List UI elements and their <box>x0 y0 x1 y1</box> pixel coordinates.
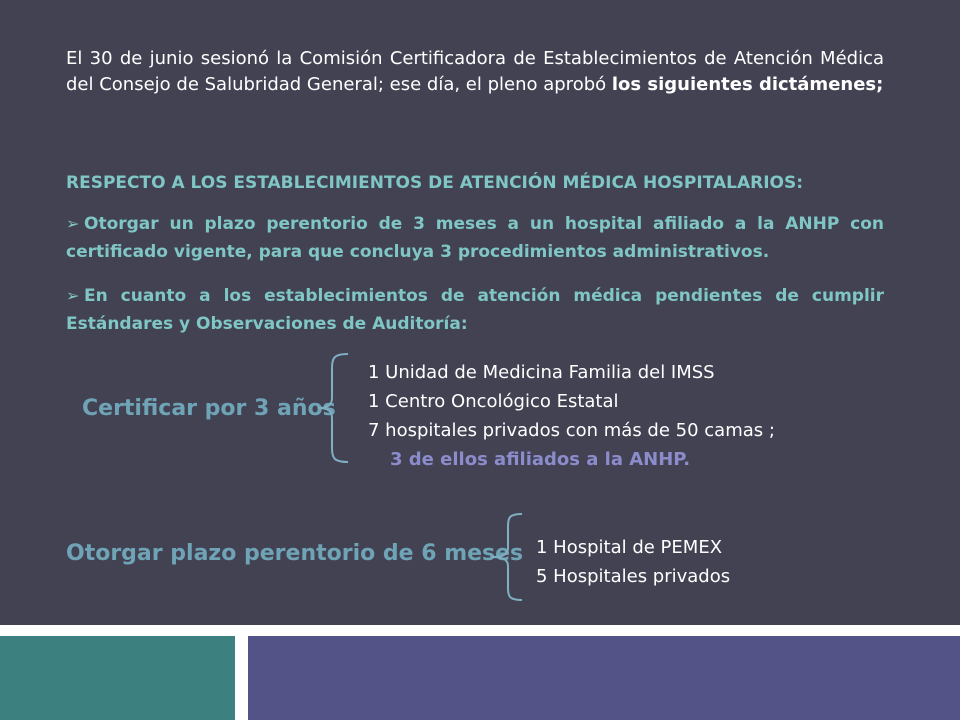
deadline-list <box>536 533 730 591</box>
list-item: 5 Hospitales privados <box>536 566 731 587</box>
bullet-text: Otorgar un plazo perentorio de 3 meses a un hospital afiliado a la ANHP con certificado vigente, para que concluya 3 procedimientos administrativos. <box>66 214 884 262</box>
left-brace-icon <box>490 512 524 602</box>
intro-bold-text: los siguientes dictámenes; <box>611 74 884 95</box>
left-brace-icon <box>316 352 350 464</box>
arrow-bullet-icon: ➢ <box>66 286 80 305</box>
arrow-bullet-icon: ➢ <box>66 214 80 233</box>
certified-list <box>368 358 775 474</box>
bullet-text: En cuanto a los establecimientos de atención médica pendientes de cumplir Estándares y Observaciones de Auditoría: <box>66 286 884 334</box>
footer-purple-block <box>248 636 960 720</box>
intro-text: El 30 de junio sesionó la Comisión Certificadora de Establecimientos de Atención Médica del Consejo de Salubridad General; ese día, el pleno aprobó <box>66 48 884 95</box>
footer-teal-block <box>0 636 235 720</box>
intro-paragraph <box>66 46 884 98</box>
group-label-certificar: Certificar por 3 años <box>82 396 336 421</box>
list-note: 3 de ellos afiliados a la ANHP. <box>390 449 691 470</box>
bullet-item <box>66 210 884 266</box>
list-item: 1 Centro Oncológico Estatal <box>368 391 619 412</box>
list-item: 1 Hospital de PEMEX <box>536 537 723 558</box>
list-item: 1 Unidad de Medicina Familia del IMSS <box>368 362 715 383</box>
group-label-plazo: Otorgar plazo perentorio de 6 meses <box>66 541 524 566</box>
list-item: 7 hospitales privados con más de 50 camas ; <box>368 420 775 441</box>
bullet-item <box>66 282 884 338</box>
section-heading: RESPECTO A LOS ESTABLECIMIENTOS DE ATENCIÓN MÉDICA HOSPITALARIOS: <box>66 173 804 193</box>
